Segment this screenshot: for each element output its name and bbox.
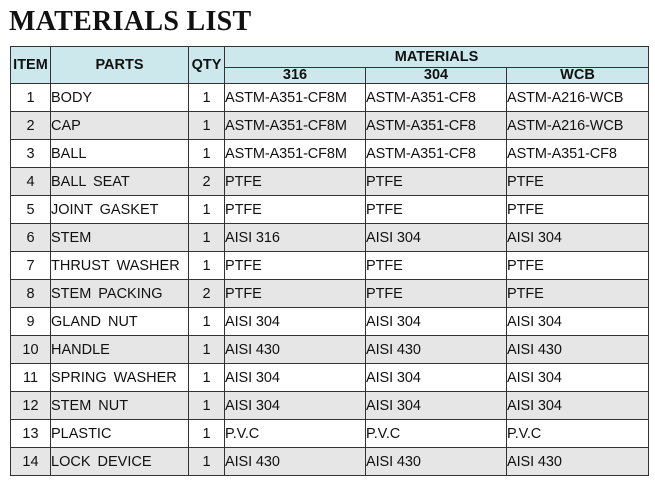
- header-qty: QTY: [189, 47, 225, 84]
- material-wcb-cell: ASTM-A216-WCB: [507, 112, 649, 140]
- material-304-cell: AISI 304: [366, 392, 507, 420]
- qty-cell: 1: [189, 392, 225, 420]
- material-wcb-cell: ASTM-A216-WCB: [507, 84, 649, 112]
- header-materials: MATERIALS: [225, 47, 649, 68]
- material-wcb-cell: PTFE: [507, 252, 649, 280]
- material-316-cell: AISI 316: [225, 224, 366, 252]
- item-cell: 5: [11, 196, 51, 224]
- header-wcb: WCB: [507, 68, 649, 84]
- header-304: 304: [366, 68, 507, 84]
- item-cell: 2: [11, 112, 51, 140]
- part-cell: SPRING WASHER: [51, 364, 189, 392]
- table-row: [11, 364, 649, 392]
- part-cell: HANDLE: [51, 336, 189, 364]
- material-316-cell: PTFE: [225, 252, 366, 280]
- item-cell: 1: [11, 84, 51, 112]
- material-316-cell: AISI 304: [225, 392, 366, 420]
- table-row: [11, 308, 649, 336]
- material-316-cell: AISI 304: [225, 308, 366, 336]
- material-304-cell: AISI 430: [366, 448, 507, 476]
- material-304-cell: ASTM-A351-CF8: [366, 140, 507, 168]
- material-wcb-cell: AISI 304: [507, 392, 649, 420]
- qty-cell: 1: [189, 252, 225, 280]
- part-cell: BALL SEAT: [51, 168, 189, 196]
- qty-cell: 1: [189, 196, 225, 224]
- qty-cell: 1: [189, 308, 225, 336]
- qty-cell: 1: [189, 140, 225, 168]
- material-304-cell: ASTM-A351-CF8: [366, 84, 507, 112]
- material-wcb-cell: AISI 304: [507, 364, 649, 392]
- materials-table: [10, 46, 649, 476]
- material-wcb-cell: AISI 430: [507, 336, 649, 364]
- page-title: MATERIALS LIST: [9, 6, 252, 37]
- part-cell: CAP: [51, 112, 189, 140]
- table-row: [11, 168, 649, 196]
- qty-cell: 1: [189, 420, 225, 448]
- material-316-cell: P.V.C: [225, 420, 366, 448]
- part-cell: STEM NUT: [51, 392, 189, 420]
- header-parts: PARTS: [51, 47, 189, 84]
- qty-cell: 1: [189, 224, 225, 252]
- material-304-cell: PTFE: [366, 280, 507, 308]
- table-row: [11, 140, 649, 168]
- material-316-cell: ASTM-A351-CF8M: [225, 84, 366, 112]
- material-316-cell: AISI 430: [225, 336, 366, 364]
- item-cell: 11: [11, 364, 51, 392]
- material-wcb-cell: AISI 304: [507, 308, 649, 336]
- material-wcb-cell: P.V.C: [507, 420, 649, 448]
- qty-cell: 1: [189, 84, 225, 112]
- part-cell: BODY: [51, 84, 189, 112]
- material-304-cell: PTFE: [366, 252, 507, 280]
- part-cell: GLAND NUT: [51, 308, 189, 336]
- material-316-cell: PTFE: [225, 196, 366, 224]
- item-cell: 10: [11, 336, 51, 364]
- item-cell: 12: [11, 392, 51, 420]
- material-wcb-cell: PTFE: [507, 168, 649, 196]
- item-cell: 14: [11, 448, 51, 476]
- material-316-cell: AISI 304: [225, 364, 366, 392]
- material-316-cell: PTFE: [225, 168, 366, 196]
- material-wcb-cell: PTFE: [507, 280, 649, 308]
- qty-cell: 1: [189, 336, 225, 364]
- material-304-cell: PTFE: [366, 168, 507, 196]
- table-row: [11, 448, 649, 476]
- part-cell: STEM PACKING: [51, 280, 189, 308]
- table-row: [11, 224, 649, 252]
- item-cell: 8: [11, 280, 51, 308]
- item-cell: 7: [11, 252, 51, 280]
- material-304-cell: P.V.C: [366, 420, 507, 448]
- part-cell: STEM: [51, 224, 189, 252]
- material-304-cell: AISI 304: [366, 364, 507, 392]
- material-304-cell: AISI 430: [366, 336, 507, 364]
- table-row: [11, 420, 649, 448]
- material-316-cell: PTFE: [225, 280, 366, 308]
- material-316-cell: AISI 430: [225, 448, 366, 476]
- part-cell: THRUST WASHER: [51, 252, 189, 280]
- item-cell: 6: [11, 224, 51, 252]
- qty-cell: 2: [189, 280, 225, 308]
- material-wcb-cell: AISI 430: [507, 448, 649, 476]
- header-row: [11, 47, 649, 68]
- qty-cell: 1: [189, 364, 225, 392]
- material-304-cell: AISI 304: [366, 308, 507, 336]
- qty-cell: 1: [189, 448, 225, 476]
- material-304-cell: PTFE: [366, 196, 507, 224]
- material-316-cell: ASTM-A351-CF8M: [225, 112, 366, 140]
- material-316-cell: ASTM-A351-CF8M: [225, 140, 366, 168]
- item-cell: 13: [11, 420, 51, 448]
- header-316: 316: [225, 68, 366, 84]
- material-wcb-cell: PTFE: [507, 196, 649, 224]
- item-cell: 3: [11, 140, 51, 168]
- material-304-cell: ASTM-A351-CF8: [366, 112, 507, 140]
- item-cell: 4: [11, 168, 51, 196]
- header-item: ITEM: [11, 47, 51, 84]
- qty-cell: 2: [189, 168, 225, 196]
- table-row: [11, 84, 649, 112]
- material-wcb-cell: ASTM-A351-CF8: [507, 140, 649, 168]
- part-cell: PLASTIC: [51, 420, 189, 448]
- part-cell: BALL: [51, 140, 189, 168]
- table-row: [11, 196, 649, 224]
- part-cell: JOINT GASKET: [51, 196, 189, 224]
- table-row: [11, 252, 649, 280]
- table-row: [11, 112, 649, 140]
- qty-cell: 1: [189, 112, 225, 140]
- table-row: [11, 336, 649, 364]
- table-row: [11, 392, 649, 420]
- table-row: [11, 280, 649, 308]
- item-cell: 9: [11, 308, 51, 336]
- material-wcb-cell: AISI 304: [507, 224, 649, 252]
- material-304-cell: AISI 304: [366, 224, 507, 252]
- part-cell: LOCK DEVICE: [51, 448, 189, 476]
